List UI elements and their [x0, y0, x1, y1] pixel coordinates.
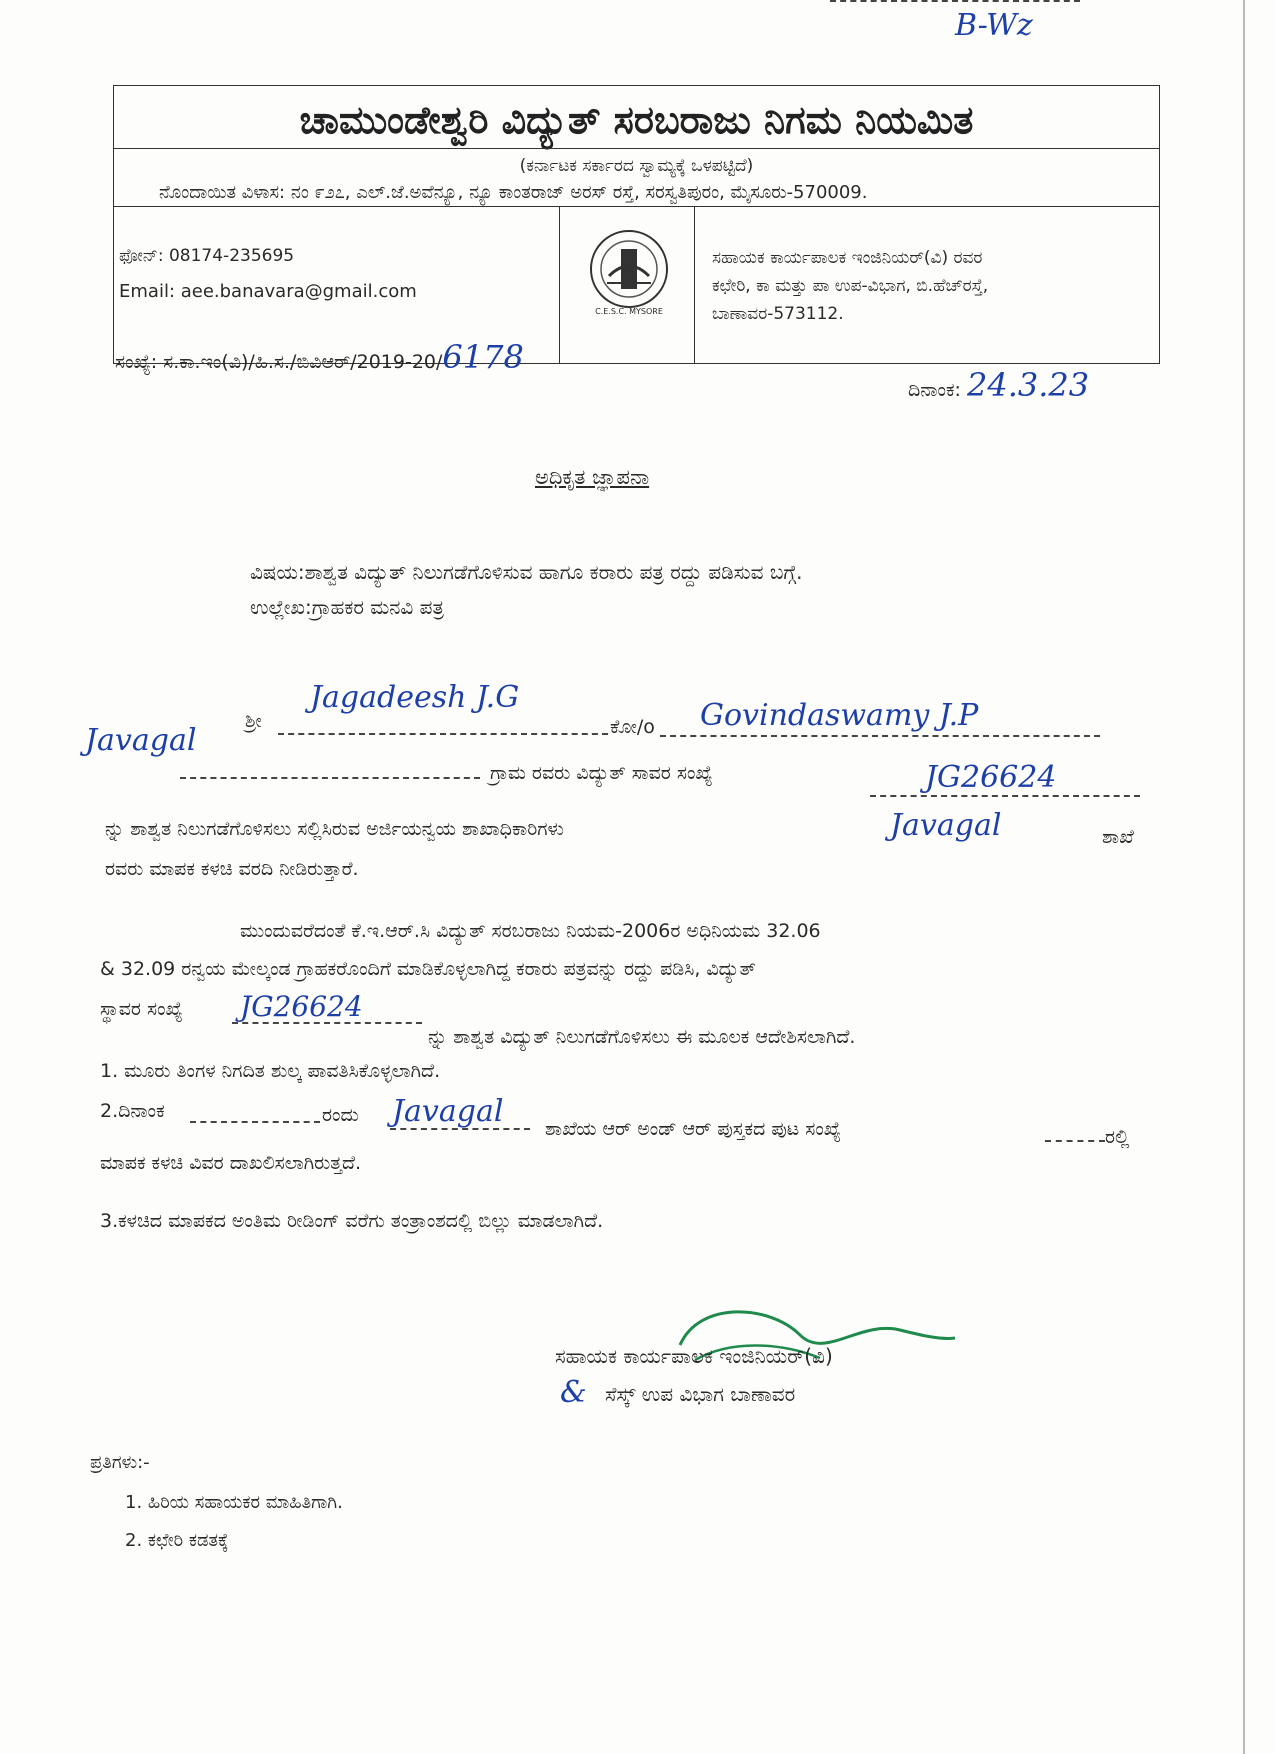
father-name: Govindaswamy J.P [700, 698, 979, 733]
page-number-blank [1045, 1140, 1105, 1142]
email-address: Email: aee.banavara@gmail.com [119, 281, 417, 302]
item-2-c: ಶಾಖೆಯ ಆರ್ ಅಂಡ್ ಆರ್ ಪುಸ್ತಕದ ಪುಟ ಸಂಖ್ಯೆ [545, 1118, 841, 1140]
para2-line3-a: ಸ್ಥಾವರ ಸಂಖ್ಯೆ [100, 998, 183, 1020]
office-line-1: ಸಹಾಯಕ ಕಾರ್ಯಪಾಲಕ ಇಂಜಿನಿಯರ್(ವಿ) ರವರ [712, 248, 983, 268]
office-line-3: ಬಾಣಾವರ-573112. [712, 304, 844, 324]
item-3: 3.ಕಳಚಿದ ಮಾಪಕದ ಅಂತಿಮ ರೀಡಿಂಗ್ ವರೆಗು ತಂತ್ರಾಂಶದಲ್ಲಿ ಬಿಲ್ಲು ಮಾಡಲಾಗಿದೆ. [100, 1210, 604, 1232]
para2-line2: & 32.09 ರನ್ವಯ ಮೇಲ್ಕಂಡ ಗ್ರಾಹಕರೊಂದಿಗೆ ಮಾಡಿಕೊಳ್ಳಲಾಗಿದ್ದ ಕರಾರು ಪತ್ರವನ್ನು ರದ್ದು ಪಡಿಸಿ, ವಿದ್ಯುತ್ [100, 958, 756, 980]
rr-number: JG26624 [925, 760, 1057, 795]
consumer-name: Jagadeesh J.G [310, 680, 520, 715]
reference-line: ಉಲ್ಲೇಖ:ಗ್ರಾಹಕರ ಮನವಿ ಪತ್ರ [250, 595, 444, 619]
item-2-date-blank [190, 1121, 320, 1123]
name-blank [278, 733, 608, 735]
signature-office: ಸೆಸ್ಕ್ ಉಪ ವಿಭಾಗ ಬಾಣಾವರ [605, 1382, 796, 1406]
village-blank [180, 777, 480, 779]
section-name-2: Javagal [392, 1094, 504, 1129]
item-2-b: ರಂದು [322, 1104, 359, 1126]
page-edge-line [1243, 0, 1245, 1754]
signature-scribble [660, 1300, 960, 1380]
para2-line3-b: ನ್ನು ಶಾಶ್ವತ ವಿದ್ಯುತ್ ನಿಲುಗಡೆಗೊಳಿಸಲು ಈ ಮೂಲಕ ಆದೇಶಿಸಲಾಗಿದೆ. [428, 1026, 856, 1048]
subject-line: ವಿಷಯ:ಶಾಶ್ವತ ವಿದ್ಯುತ್ ನಿಲುಗಡೆಗೊಳಿಸುವ ಹಾಗೂ ಕರಾರು ಪತ್ರ ರದ್ದು ಪಡಿಸುವ ಬಗ್ಗೆ. [250, 560, 803, 584]
section-name: Javagal [890, 808, 1002, 843]
item-2-line2: ಮಾಪಕ ಕಳಚಿ ವಿವರ ದಾಖಲಿಸಲಾಗಿರುತ್ತದೆ. [100, 1152, 362, 1174]
header-divider-2 [113, 206, 1160, 207]
registered-address: ನೊಂದಾಯಿತ ವಿಳಾಸ: ನಂ ೯೨೭, ಎಲ್.ಜೆ.ಅವೆನ್ಯೂ, ನ್ಯೂ ಕಾಂತರಾಜ್ ಅರಸ್ ರಸ್ತೆ, ಸರಸ್ವತಿಪುರಂ, ಮೈಸೂರು-570009. [159, 182, 868, 203]
son-of-label: ಕೋ/o [610, 716, 655, 738]
copies-item-1: 1. ಹಿರಿಯ ಸಹಾಯಕರ ಮಾಹಿತಿಗಾಗಿ. [125, 1492, 343, 1513]
date-row [908, 366, 1089, 404]
copies-item-2: 2. ಕಛೇರಿ ಕಡತಕ್ಕೆ [125, 1530, 229, 1551]
header-divider-3 [559, 206, 560, 363]
shri-label: ಶ್ರೀ [245, 710, 262, 732]
section-2-blank [390, 1128, 530, 1130]
header-divider-1 [113, 148, 1160, 149]
signature-designation: ಸಹಾಯಕ ಕಾರ್ಯಪಾಲಕ ಇಂಜಿನಿಯರ್(ವಿ) [555, 1344, 833, 1368]
office-line-2: ಕಛೇರಿ, ಕಾ ಮತ್ತು ಪಾ ಉಪ-ವಿಭಾಗ, ಬಿ.ಹೆಚ್‌ರಸ್ತೆ, [712, 276, 989, 296]
corner-note: B-Wz [955, 8, 1033, 43]
phone-number: ಫೋನ್: 08174-235695 [119, 246, 295, 266]
signature-mark: & [560, 1375, 587, 1410]
rr-number-2: JG26624 [240, 990, 363, 1023]
para1-line3: ರವರು ಮಾಪಕ ಕಳಚಿ ವರದಿ ನೀಡಿರುತ್ತಾರೆ. [105, 858, 359, 880]
org-name: ಚಾಮುಂಡೇಶ್ವರಿ ವಿದ್ಯುತ್ ಸರಬರಾಜು ನಿಗಮ ನಿಯಮಿತ [299, 98, 974, 142]
letterhead [113, 85, 1160, 364]
date-handwritten: 24.3.23 [966, 366, 1090, 404]
item-2-a: 2.ದಿನಾಂಕ [100, 1100, 165, 1122]
section-blank [830, 0, 1080, 2]
reference-number-label: ಸಂಖ್ಯೆ: ಸ.ಕಾ.ಇಂ(ವಿ)/ಹಿ.ಸ./ಬಿವಿಆರ್/2019-20/ [115, 351, 443, 373]
rr-number-blank [870, 795, 1140, 797]
para2-line1: ಮುಂದುವರೆದಂತೆ ಕೆ.ಇ.ಆರ್.ಸಿ ವಿದ್ಯುತ್ ಸರಬರಾಜು ನಿಯಮ-2006ರ ಅಧಿನಿಯಮ 32.06 [240, 920, 821, 942]
header-divider-4 [694, 206, 695, 363]
document-title: ಅಧಿಕೃತ ಜ್ಞಾಪನಾ [535, 465, 650, 489]
copies-label: ಪ್ರತಿಗಳು:- [90, 1452, 150, 1473]
logo-caption: C.E.S.C. MYSORE [595, 307, 663, 316]
reference-number-row [115, 338, 524, 376]
village-name: Javagal [85, 723, 197, 758]
date-label: ದಿನಾಂಕ: [908, 379, 961, 401]
item-1: 1. ಮೂರು ತಿಂಗಳ ನಿಗದಿತ ಶುಲ್ಕ ಪಾವತಿಸಿಕೊಳ್ಳಲಾಗಿದೆ. [100, 1060, 441, 1082]
org-subtitle: (ಕರ್ನಾಟಕ ಸರ್ಕಾರದ ಸ್ವಾಮ್ಯಕ್ಕೆ ಒಳಪಟ್ಟಿದೆ) [519, 156, 754, 176]
cesc-logo [579, 221, 679, 321]
para1-line2-a: ನ್ನು ಶಾಶ್ವತ ನಿಲುಗಡೆಗೊಳಿಸಲು ಸಲ್ಲಿಸಿರುವ ಅರ್ಜಿಯನ್ವಯ ಶಾಖಾಧಿಕಾರಿಗಳು [105, 818, 564, 840]
item-2-d: ರಲ್ಲಿ [1105, 1126, 1130, 1148]
father-name-blank [660, 735, 1100, 737]
para1-line2-b: ಶಾಖೆ [1102, 826, 1134, 848]
village-suffix: ಗ್ರಾಮ ರವರು ವಿದ್ಯುತ್ ಸಾವರ ಸಂಖ್ಯೆ [490, 762, 713, 784]
reference-number-handwritten: 6178 [442, 338, 524, 376]
